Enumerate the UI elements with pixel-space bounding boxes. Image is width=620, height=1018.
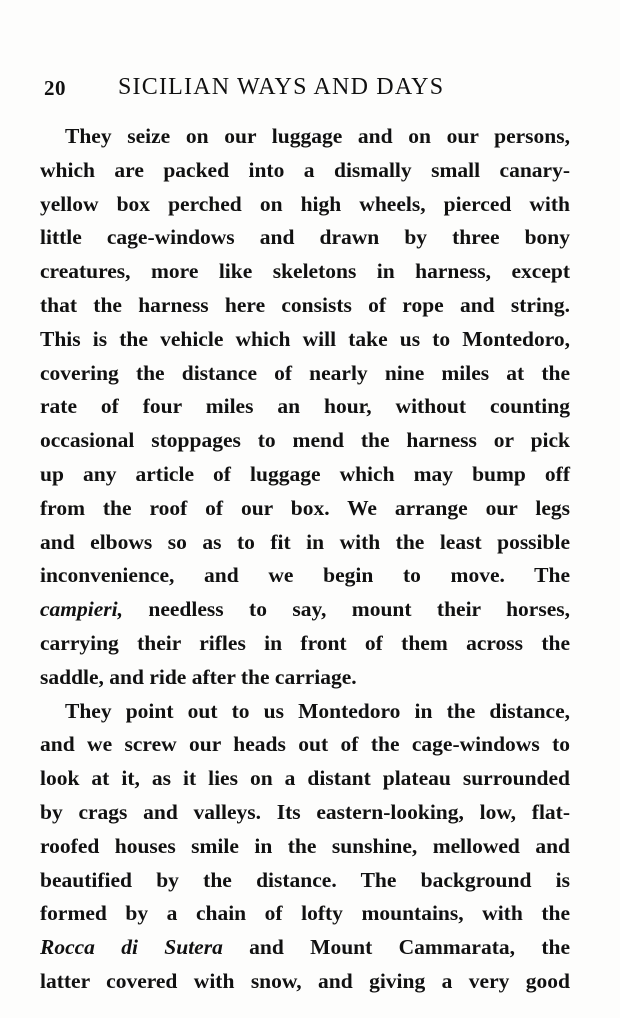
page-number: 20: [44, 76, 66, 100]
text-line: roofed houses smile in the sunshine, mellowed and: [40, 833, 570, 858]
text-line: yellow box perched on high wheels, pierced with: [40, 191, 570, 216]
text-line-italic: [40, 593, 570, 627]
text-line: inconvenience, and we begin to move. The: [40, 563, 570, 588]
text-line: This is the vehicle which will take us to Montedoro,: [40, 326, 570, 351]
running-title: SICILIAN WAYS AND DAYS: [118, 74, 445, 100]
text-line: latter covered with snow, and giving a very good: [40, 968, 570, 993]
text-line: up any article of luggage which may bump off: [40, 461, 570, 486]
text-line: that the harness here consists of rope and string.: [40, 292, 570, 317]
text-line: formed by a chain of lofty mountains, with the: [40, 901, 570, 926]
text-line: They seize on our luggage and on our persons,: [65, 124, 570, 148]
paragraph-1: [40, 120, 570, 695]
line-rest: needless to say, mount their horses,: [123, 597, 570, 622]
text-line: covering the distance of nearly nine miles at the: [40, 360, 570, 385]
text-line: little cage-windows and drawn by three bony: [40, 225, 570, 250]
text-line: beautified by the distance. The background is: [40, 867, 570, 892]
italic-term: campieri,: [40, 597, 123, 622]
text-line: and we screw our heads out of the cage-windows to: [40, 732, 570, 757]
body-text: [40, 120, 570, 999]
text-line: saddle, and ride after the carriage.: [40, 664, 357, 689]
text-line: from the roof of our box. We arrange our legs: [40, 495, 570, 520]
page-header: [44, 72, 584, 106]
text-line: occasional stoppages to mend the harness or pick: [40, 428, 570, 453]
italic-term: Rocca di Sutera: [40, 935, 223, 960]
text-line: They point out to us Montedoro in the distance,: [65, 698, 570, 723]
text-line: rate of four miles an hour, without counting: [40, 394, 570, 419]
text-line: and elbows so as to fit in with the least possible: [40, 529, 570, 554]
text-line: look at it, as it lies on a distant plateau surrounded: [40, 766, 570, 791]
text-line-italic: [40, 931, 570, 965]
text-line: by crags and valleys. Its eastern-looking, low, flat-: [40, 799, 570, 824]
text-line: creatures, more like skeletons in harness, except: [40, 259, 570, 284]
paragraph-2: [40, 695, 570, 999]
text-line: which are packed into a dismally small canary-: [40, 157, 570, 182]
line-rest: and Mount Cammarata, the: [222, 935, 570, 960]
text-line: carrying their rifles in front of them across the: [40, 630, 570, 655]
